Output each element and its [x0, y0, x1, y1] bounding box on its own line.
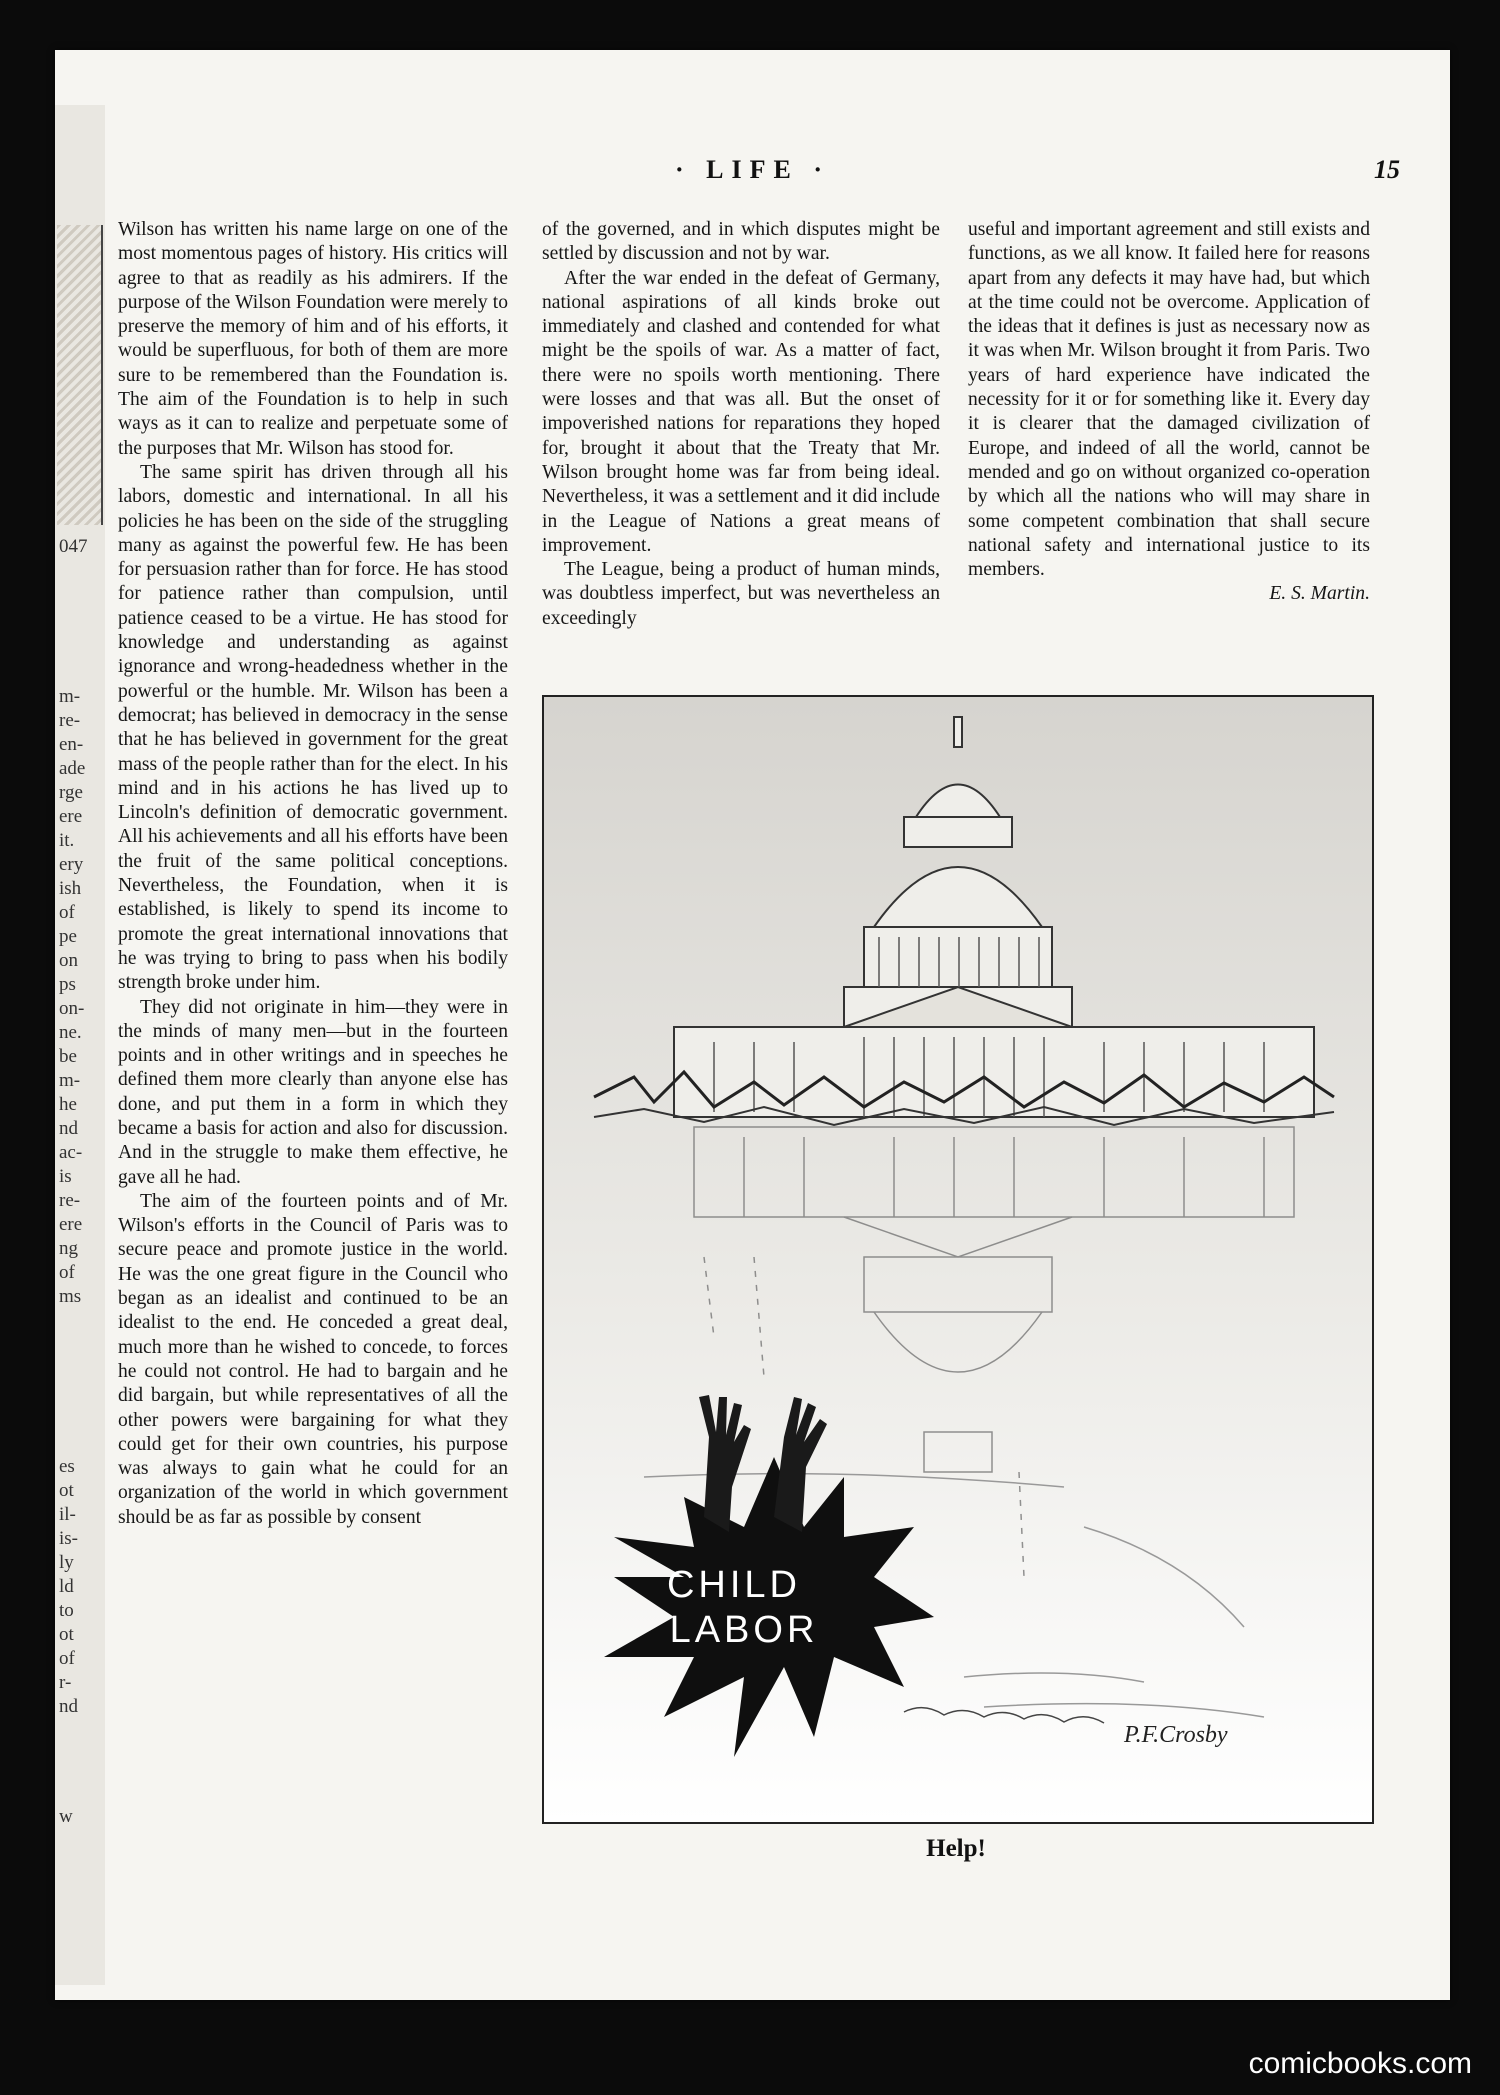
facing-page-text-fragment: of — [59, 1648, 75, 1669]
facing-page-text-fragment: ld — [59, 1576, 74, 1597]
facing-page-text-fragment: on- — [59, 998, 85, 1019]
paragraph: After the war ended in the defeat of Germany, national aspirations of all kinds broke out immediately and clashed and contended for what might be the spoils of war. As a matter of fact, there were no spoils worth mentioning. There were losses and that was all. But the onset of impoverished nations for reparations they hoped for, brought it about that the Treaty that Mr. Wilson brought home was far from being ideal. Nevertheless, it was a settlement and it did include in the League of Nations a great means of improvement. — [542, 267, 940, 556]
facing-page-text-fragment: is- — [59, 1528, 78, 1549]
facing-page-text-fragment: 047 — [59, 536, 88, 557]
artist-signature: P.F.Crosby — [1124, 1722, 1228, 1748]
site-watermark: comicbooks.com — [1248, 2047, 1472, 2080]
facing-page-text-fragment: ng — [59, 1238, 78, 1259]
paragraph: They did not originate in him—they were in the minds of many men—but in the fourteen points and in other writings and in speeches he defined them more clearly than anyone else has done, and put them in a form in which they became a basis for action and also for discussion. And in the struggle to make them effective, he gave all he had. — [118, 996, 508, 1188]
facing-page-text-fragment: ps — [59, 974, 76, 995]
facing-page-text-fragment: is — [59, 1166, 72, 1187]
facing-page-text-fragment: nd — [59, 1118, 78, 1139]
splash-label-line2: LABOR — [669, 1609, 819, 1651]
masthead: · LIFE · — [674, 155, 831, 184]
facing-page-text-fragment: of — [59, 902, 75, 923]
facing-page-text-fragment: of — [59, 1262, 75, 1283]
facing-page-edge — [55, 105, 105, 1985]
facing-page-text-fragment: ac- — [59, 1142, 83, 1163]
paragraph: of the governed, and in which disputes might be settled by discussion and not by war. — [542, 219, 940, 265]
facing-page-text-fragment: ere — [59, 806, 83, 827]
article-column-2 — [542, 218, 940, 631]
paragraph: The League, being a product of human minds, was doubtless imperfect, but was nevertheless an exceedingly — [542, 559, 940, 629]
facing-page-text-fragment: to — [59, 1600, 74, 1621]
facing-page-text-fragment: en- — [59, 734, 84, 755]
facing-page-text-fragment: ms — [59, 1286, 82, 1307]
facing-page-text-fragment: re- — [59, 710, 81, 731]
facing-page-text-fragment: ery — [59, 854, 84, 875]
facing-page-text-fragment: re- — [59, 1190, 81, 1211]
facing-page-text-fragment: pe — [59, 926, 77, 947]
facing-page-illustration-fragment — [57, 225, 103, 525]
facing-page-text-fragment: w — [59, 1806, 73, 1827]
splash-label-line1: CHILD — [666, 1564, 802, 1606]
capitol-cartoon-drawing — [544, 697, 1372, 1822]
facing-page-text-fragment: ot — [59, 1480, 74, 1501]
facing-page-text-fragment: m- — [59, 1070, 81, 1091]
magazine-page — [55, 50, 1450, 2000]
facing-page-text-fragment: ne. — [59, 1022, 82, 1043]
facing-page-text-fragment: r- — [59, 1672, 72, 1693]
facing-page-text-fragment: ere — [59, 1214, 83, 1235]
facing-page-text-fragment: ade — [59, 758, 86, 779]
facing-page-text-fragment: ish — [59, 878, 82, 899]
facing-page-text-fragment: nd — [59, 1696, 78, 1717]
facing-page-text-fragment: il- — [59, 1504, 76, 1525]
paragraph: The aim of the fourteen points and of Mr. Wilson's efforts in the Council of Paris was to secure peace and promote justice in the world. He was the one great figure in the Council who began as an idealist and continued to be an idealist to the end. He conceded a great deal, much more than he wished to concede, to forces he could not control. He had to bargain and he did bargain, but while representatives of all the other powers were bargaining for what they could get for their own countries, his purpose was always to gain what he could for an organization of the world in which government should be as far as possible by consent — [118, 1190, 508, 1528]
facing-page-text-fragment: m- — [59, 686, 81, 707]
facing-page-text-fragment: be — [59, 1046, 77, 1067]
facing-page-text-fragment: es — [59, 1456, 75, 1477]
facing-page-text-fragment: ly — [59, 1552, 74, 1573]
paragraph: Wilson has written his name large on one of the most momentous pages of history. His critics will agree to that as readily as his admirers. If the purpose of the Wilson Foundation were merely to preserve the memory of him and of his efforts, it would be superfluous, for both of them are more sure to be remembered than the Foundation is. The aim of the Foundation is to help in such ways as it can to realize and perpetuate some of the purposes that Mr. Wilson has stood for. — [118, 219, 508, 459]
cartoon-caption: Help! — [926, 1835, 986, 1862]
page-number: 15 — [1374, 155, 1400, 184]
cartoon-illustration — [542, 695, 1374, 1824]
facing-page-text-fragment: he — [59, 1094, 77, 1115]
article-column-1 — [118, 218, 508, 1530]
facing-page-text-fragment: rge — [59, 782, 83, 803]
paragraph: The same spirit has driven through all his labors, domestic and international. In all his policies he has been on the side of the struggling many as against the powerful few. He has been for persuasion rather than for force. He has stood for patience rather than compulsion, until patience ceased to be a virtue. He has stood for knowledge and understanding as against ignorance and wrong-headedness whether in the powerful or the humble. Mr. Wilson has been a democrat; has believed in democracy in the sense that he has believed in government for the great mass of the people rather than for the elect. In his mind and in his actions he has lived up to Lincoln's definition of democratic government. All his achievements and all his efforts have been the fruit of the same political conceptions. Nevertheless, the Foundation, when it is established, is likely to spend its income to promote the great international innovations that he was trying to bring to pass when his bodily strength broke under him. — [118, 461, 508, 994]
facing-page-text-fragment: ot — [59, 1624, 74, 1645]
author-signature: E. S. Martin. — [1269, 583, 1370, 605]
paragraph: useful and important agreement and still exists and functions, as we all know. It failed here for reasons apart from any defects it may have had, but which at the time could not be overcome. Application of the ideas that it defines is just as necessary now as it was when Mr. Wilson brought it from Paris. Two years of hard experience have indicated the necessity for it or for something like it. Every day it is clearer that the damaged civilization of Europe, and indeed of all the world, cannot be mended and go on without organized co-operation by which all the nations who will may share in some competent combination that shall secure national safety and international justice to its members. — [968, 219, 1370, 581]
facing-page-text-fragment: it. — [59, 830, 75, 851]
article-column-3 — [968, 218, 1370, 607]
facing-page-text-fragment: on — [59, 950, 78, 971]
page-header — [55, 155, 1450, 185]
